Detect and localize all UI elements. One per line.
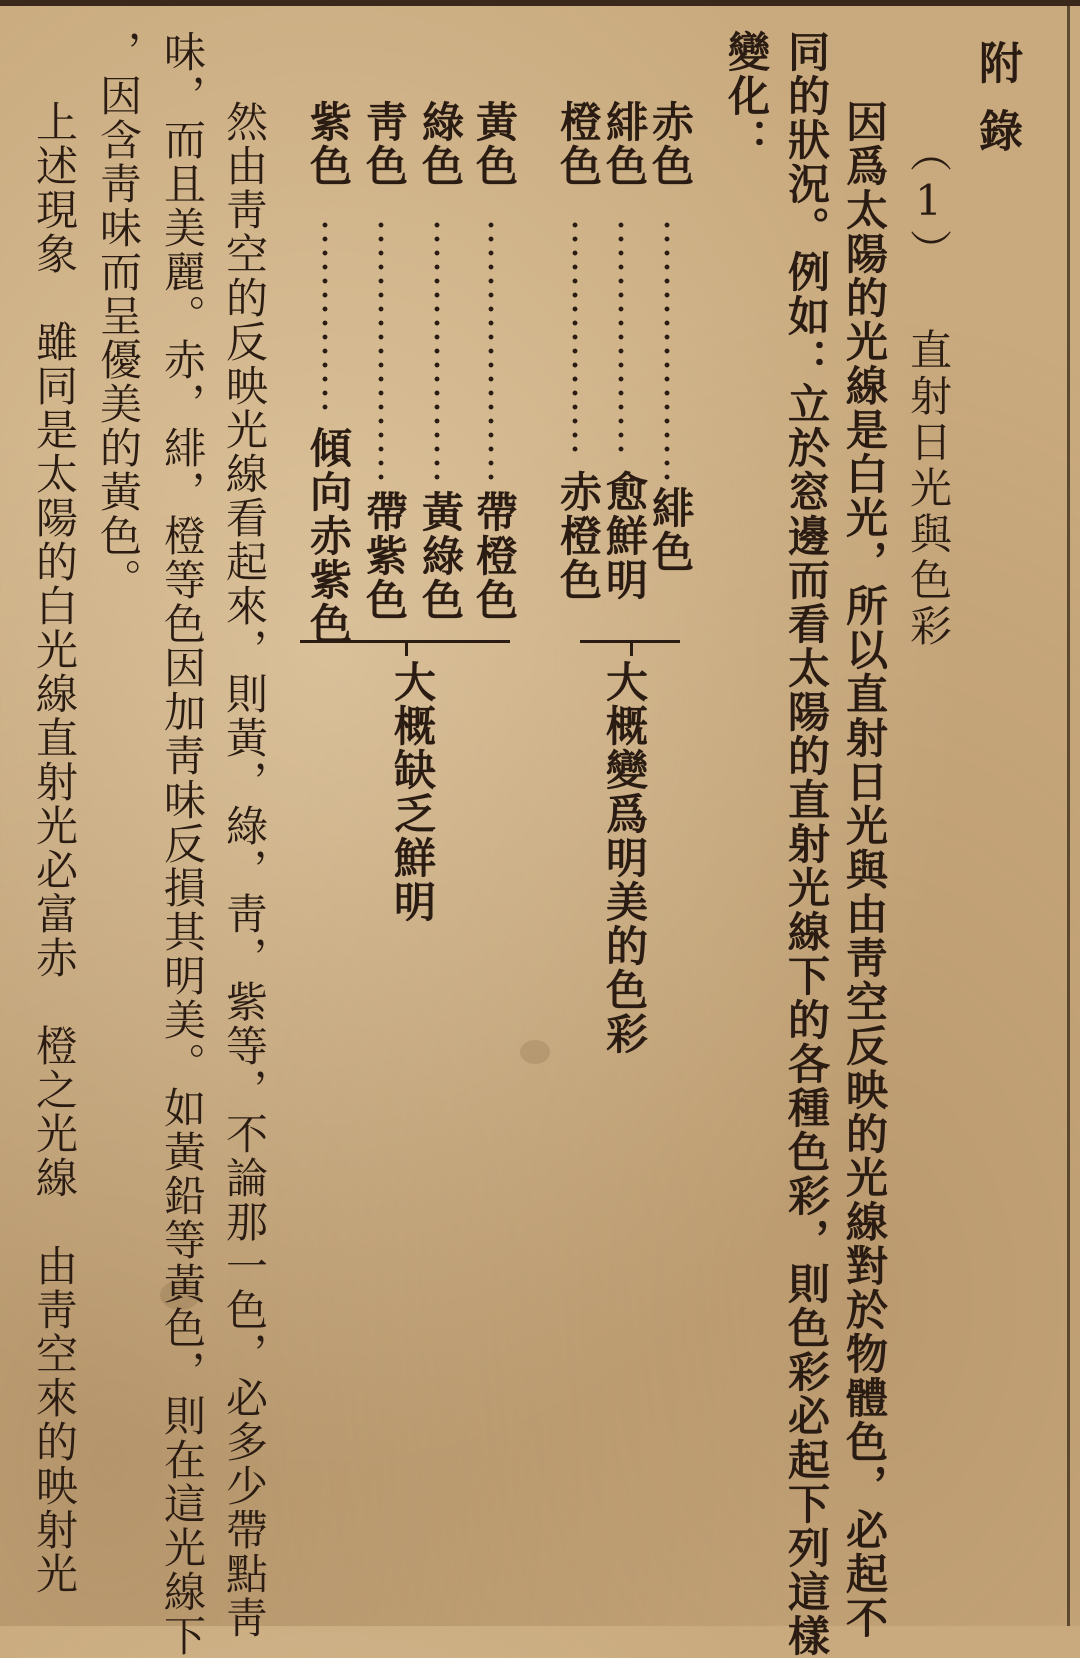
color-name: 緋色	[600, 100, 649, 188]
group-summary: 大概缺乏鮮明	[388, 660, 437, 924]
leader-dots	[572, 218, 578, 458]
leader-dots	[434, 218, 440, 480]
color-change: 緋色	[646, 486, 695, 574]
color-change: 帶紫色	[360, 490, 409, 622]
leader-dots	[378, 218, 384, 480]
paragraph-line: 味，而且美麗。赤，緋，橙等色因加靑味反損其明美。如黃鉛等黃色，則在這光線下	[158, 30, 207, 1658]
paragraph-line: 同的狀況。例如：立於窓邊而看太陽的直射光線下的各種色彩，則色彩必起下列這樣	[782, 30, 831, 1658]
color-name: 靑色	[360, 100, 409, 188]
paragraph-line: 變化：	[722, 30, 771, 162]
top-rule	[0, 0, 1080, 6]
color-name: 黃色	[470, 100, 519, 188]
color-change: 愈鮮明	[600, 470, 649, 602]
leader-dots	[488, 218, 494, 480]
group-brace	[300, 640, 510, 655]
color-change: 黃綠色	[416, 490, 465, 622]
leader-dots	[618, 218, 624, 458]
right-margin-rule	[1067, 0, 1070, 1626]
color-name: 橙色	[554, 100, 603, 188]
color-name: 紫色	[304, 100, 353, 188]
group-summary: 大概變爲明美的色彩	[600, 660, 649, 1056]
paragraph-line: 上述現象 雖同是太陽的白光線直射光必富赤 橙之光線 由靑空來的映射光	[30, 100, 79, 1596]
color-name: 赤色	[646, 100, 695, 188]
leader-dots	[664, 218, 670, 480]
section-title: （1） 直射日光與色彩	[904, 130, 953, 650]
group-brace	[580, 640, 680, 655]
color-change: 帶橙色	[470, 490, 519, 622]
color-name: 綠色	[416, 100, 465, 188]
paragraph-line: 因爲太陽的光線是白光，所以直射日光與由靑空反映的光線對於物體色，必起不	[840, 100, 889, 1640]
paragraph-line: 然由靑空的反映光線看起來，則黃，綠，靑，紫等，不論那一色，必多少帶點靑	[220, 100, 269, 1640]
paper-stain	[520, 1040, 550, 1064]
color-change: 赤橙色	[554, 470, 603, 602]
appendix-header: 附錄	[971, 40, 1022, 176]
paragraph-line: ，因含靑味而呈優美的黃色。	[94, 30, 143, 602]
leader-dots	[322, 218, 328, 418]
color-change: 傾向赤紫色	[304, 426, 353, 646]
